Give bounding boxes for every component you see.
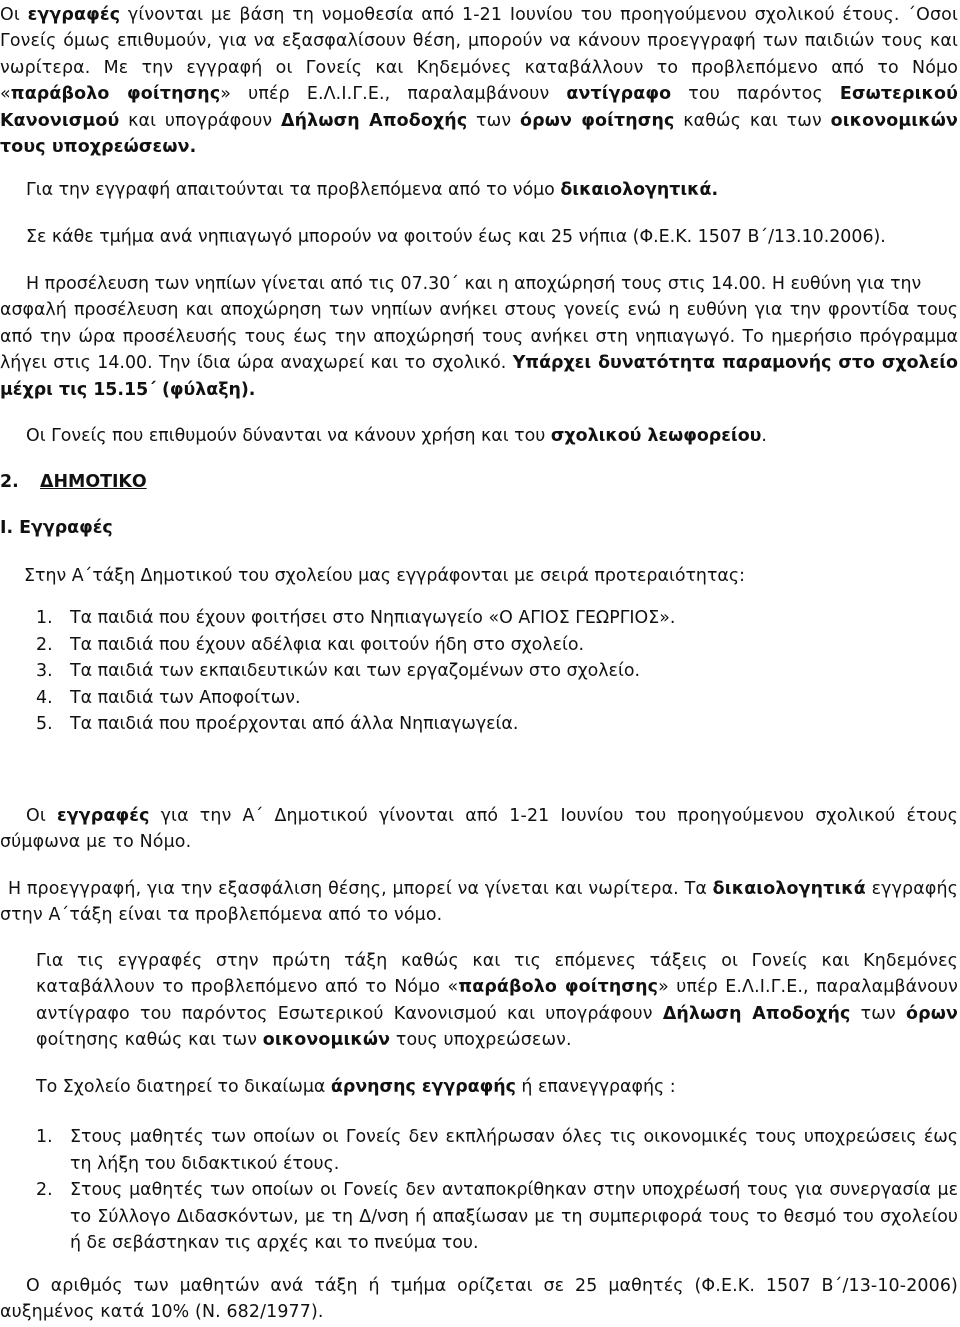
bold-text: παράβολο φοίτησης: [458, 977, 659, 998]
text: » υπέρ Ε.Λ.Ι.Γ.Ε., παραλαμβάνουν: [220, 84, 567, 105]
list-item-number: 4.: [36, 687, 53, 708]
bold-text: εγγραφές: [56, 806, 150, 826]
bold-text: εγγραφές: [27, 5, 121, 25]
section-number: Ι.: [0, 518, 14, 538]
text: γίνονται με βάση τη νομοθεσία από 1-21 Ιουνίου του προηγούμενου σχολικού έτους. ΄Οσοι Γονείς όμως επιθυμούν, για να εξασφαλίσουν θέση, μπορούν να κάνουν προεγγραφή των παιδιών τους και νωρίτερα. Με την εγγραφή οι Γονείς και Κηδεμόνες καταβάλλουν το προβλεπόμενο από το Νόμο «: [0, 5, 958, 105]
text: .: [761, 426, 767, 446]
bold-text: δικαιολογητικά: [712, 879, 866, 899]
list-item-text: Τα παιδιά που έχουν αδέλφια και φοιτούν ήδη στο σχολείο.: [70, 634, 585, 655]
text: και υπογράφουν: [119, 110, 282, 131]
list-item-text: Στους μαθητές των οποίων οι Γονείς δεν ανταποκρίθηκαν στην υποχρέωσή τους για συνεργασία με το Σύλλογο Διδασκόντων, με τη Δ/νση ή απαξίωσαν με τη συμπεριφορά τους το θεσμό του σχολείου ή δε σεβάστηκαν τις αρχές και το πνεύμα του.: [70, 1180, 958, 1253]
section-title: Εγγραφές: [19, 518, 113, 538]
bold-text: Υπάρχει δυνατότητα παραμονής στο σχολείο μέχρι τις 15.15΄ (φύλαξη).: [0, 353, 959, 400]
text: των: [467, 110, 520, 131]
list-item-number: 2.: [36, 1180, 53, 1200]
bold-text: σχολικού λεωφορείου: [550, 426, 762, 446]
text: εγγραφής στην Α΄τάξη είναι τα προβλεπόμενα από το νόμο.: [0, 879, 958, 926]
section-number: 2.: [0, 472, 19, 492]
text: Οι: [0, 5, 28, 25]
paragraph-hours: [0, 271, 958, 403]
paragraph-fees-and-agreement: [36, 948, 958, 1054]
section-title: ΔΗΜΟΤΙΚΟ: [40, 472, 147, 492]
bold-text: όρων: [906, 1003, 958, 1024]
list-item-text: Τα παιδιά των Αποφοίτων.: [70, 687, 301, 708]
bold-text: παράβολο φοίτησης: [10, 84, 221, 105]
list-item-number: 5.: [36, 714, 53, 734]
text: για την Α΄ Δημοτικού γίνονται από 1-21 Ιουνίου του προηγούμενου σχολικού έτους σύμφωνα με το Νόμο.: [0, 806, 959, 853]
text: Οι: [26, 806, 57, 826]
text: Ο αριθμός των μαθητών ανά τάξη ή τμήμα ορίζεται σε 25 μαθητές (Φ.Ε.Κ. 1507 Β΄/13-10-2006) αυξημένος κατά 10% (Ν. 682/1977).: [0, 1276, 958, 1323]
text: τους υποχρεώσεων.: [390, 1030, 572, 1051]
paragraph-priority-intro: Στην Α΄τάξη Δημοτικού του σχολείου μας εγγράφονται με σειρά προτεραιότητας:: [24, 566, 745, 586]
bold-text: αντίγραφο: [566, 84, 672, 105]
subsection-heading-registrations: [0, 515, 113, 541]
bold-text: οικονομικών τους υποχρεώσεων.: [0, 110, 958, 158]
paragraph-pre-registration: [0, 876, 958, 929]
bold-text: οικονομικών: [262, 1030, 391, 1051]
bold-text: Δήλωση Αποδοχής: [281, 110, 468, 131]
text: Οι Γονείς που επιθυμούν δύνανται να κάνουν χρήση και του: [26, 426, 551, 446]
bold-text: δικαιολογητικά.: [560, 180, 719, 200]
paragraph-registration-kindergarten: [0, 2, 958, 160]
text: ή επανεγγραφής :: [515, 1077, 676, 1097]
text: ασφαλή προσέλευση και αποχώρηση των νηπίων ανήκει στους γονείς ενώ η ευθύνη για την φροντίδα τους από την ώρα προσέλευσής τους έως την αποχώρησή τους ανήκει στη νηπιαγωγό. Το ημερήσιο πρόγραμμα λήγει στις 14.00. Την ίδια ώρα αναχωρεί και το σχολικό.: [0, 300, 958, 374]
bold-text: άρνησης εγγραφής: [330, 1077, 516, 1097]
paragraph-first-grade-registration: [0, 803, 958, 856]
list-item: [36, 605, 960, 632]
list-item: [36, 1177, 958, 1257]
text: Η προσέλευση των νηπίων γίνεται από τις 07.30΄ και η αποχώρησή τους στις 14.00. Η ευθύνη για την: [26, 274, 922, 294]
list-item: [36, 711, 960, 738]
list-item: [36, 632, 960, 659]
refusal-list: [36, 1124, 958, 1257]
text: Το Σχολείο διατηρεί το δικαίωμα: [36, 1077, 331, 1097]
paragraph-school-bus: [26, 423, 960, 449]
list-item: [36, 658, 960, 685]
list-item-number: 3.: [36, 661, 53, 681]
text: Η προεγγραφή, για την εξασφάλιση θέσης, μπορεί να γίνεται και νωρίτερα. Τα: [8, 879, 713, 899]
text: καθώς και των: [674, 110, 831, 131]
section-heading-primary: [0, 469, 147, 495]
text: φοίτησης καθώς και των: [36, 1030, 263, 1051]
paragraph-student-count: [0, 1273, 958, 1326]
list-item-text: Τα παιδιά των εκπαιδευτικών και των εργαζομένων στο σχολείο.: [70, 661, 640, 681]
text: του παρόντος: [671, 84, 840, 105]
text: Για την εγγραφή απαιτούνται τα προβλεπόμενα από το νόμο: [26, 180, 561, 200]
list-item-number: 1.: [36, 1127, 53, 1147]
text: » υπέρ Ε.Λ.Ι.Γ.Ε., παραλαμβάνουν αντίγραφο του παρόντος Εσωτερικού Κανονισμού και υπογράφουν: [36, 977, 958, 1024]
bold-text: Δήλωση Αποδοχής: [662, 1003, 851, 1024]
list-item-number: 1.: [36, 608, 53, 628]
list-item: [36, 685, 960, 712]
list-item-number: 2.: [36, 634, 53, 655]
priority-list: [36, 605, 960, 738]
list-item: [36, 1124, 958, 1177]
paragraph-class-size: Σε κάθε τμήμα ανά νηπιαγωγό μπορούν να φοιτούν έως και 25 νήπια (Φ.Ε.Κ. 1507 Β΄/13.10.2006).: [26, 227, 886, 247]
text: Για τις εγγραφές στην πρώτη τάξη καθώς και τις επόμενες τάξεις οι Γονείς και Κηδεμόνες καταβάλλουν το προβλεπόμενο από το Νόμο «: [36, 951, 958, 998]
list-item-text: Τα παιδιά που έχουν φοιτήσει στο Νηπιαγωγείο «Ο ΑΓΙΟΣ ΓΕΩΡΓΙΟΣ».: [70, 608, 676, 628]
bold-text: Εσωτερικού Κανονισμού: [0, 84, 959, 131]
list-item-text: Στους μαθητές των οποίων οι Γονείς δεν εκπλήρωσαν όλες τις οικονομικές τους υποχρεώσεις έως τη λήξη του διδακτικού έτους.: [70, 1127, 958, 1174]
text: [0, 297, 958, 403]
paragraph-refusal-right: [36, 1074, 960, 1100]
bold-text: όρων φοίτησης: [520, 110, 675, 131]
list-item-text: Τα παιδιά που προέρχονται από άλλα Νηπιαγωγεία.: [70, 714, 519, 734]
paragraph-documents-required: [26, 177, 960, 203]
text: των: [850, 1003, 907, 1024]
